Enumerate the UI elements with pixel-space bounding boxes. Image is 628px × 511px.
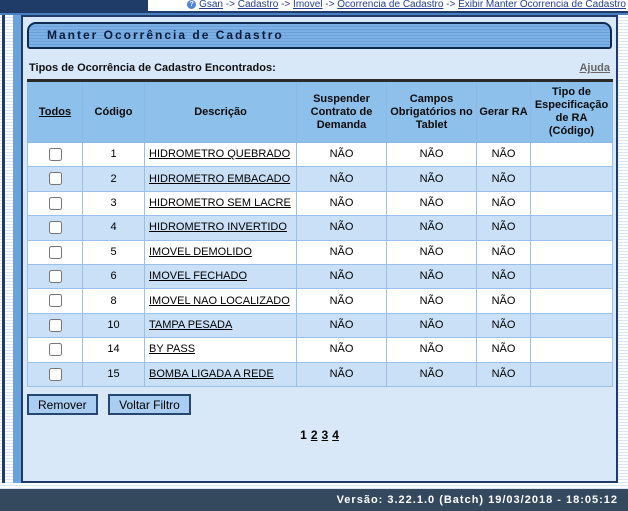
descricao-cell [145,265,297,289]
campos-cell: NÃO [387,143,477,167]
gerar-ra-cell: NÃO [477,216,531,240]
suspender-cell: NÃO [297,265,387,289]
campos-cell: NÃO [387,240,477,264]
checkbox-cell [28,362,83,386]
col-header-codigo: Código [83,81,145,143]
codigo-cell: 15 [83,362,145,386]
descricao-link[interactable]: HIDROMETRO EMBACADO [149,172,291,185]
tipo-especificacao-cell [531,362,613,386]
descricao-cell [145,362,297,386]
suspender-cell: NÃO [297,216,387,240]
left-blue-bar [13,15,21,483]
breadcrumb-path: Gsan -> Cadastro -> Imovel -> Ocorrencia de Cadastro -> Exibir Manter Ocorrencia de Cadastro [199,0,626,10]
campos-cell: NÃO [387,362,477,386]
col-header-todos [28,81,83,143]
table-row [28,313,613,337]
col-header-campos: Campos Obrigatórios no Tablet [387,81,477,143]
tipo-especificacao-cell [531,313,613,337]
descricao-link[interactable]: TAMPA PESADA [149,319,233,332]
col-header-tipo-especificacao: Tipo de Especificação de RA (Código) [531,81,613,143]
table-row [28,216,613,240]
suspender-cell: NÃO [297,167,387,191]
help-link[interactable]: Ajuda [579,62,610,74]
codigo-cell: 14 [83,338,145,362]
pagination-page-link[interactable]: 2 [310,428,318,443]
suspender-cell: NÃO [297,143,387,167]
gerar-ra-cell: NÃO [477,143,531,167]
row-checkbox[interactable] [49,294,62,307]
left-border-line [2,15,5,483]
descricao-cell [145,216,297,240]
checkbox-cell [28,265,83,289]
results-label: Tipos de Ocorrência de Cadastro Encontrados: [29,62,276,74]
tipo-especificacao-cell [531,265,613,289]
pagination [23,428,616,442]
voltar-filtro-button[interactable]: Voltar Filtro [108,394,191,415]
table-row [28,191,613,215]
tipo-especificacao-cell [531,338,613,362]
descricao-link[interactable]: IMOVEL DEMOLIDO [149,245,252,258]
descricao-link[interactable]: BOMBA LIGADA A REDE [149,367,274,380]
pagination-current-page: 1 [300,428,307,443]
codigo-cell: 2 [83,167,145,191]
breadcrumb-link[interactable]: Ocorrencia de Cadastro [337,0,444,10]
codigo-cell: 3 [83,191,145,215]
row-checkbox[interactable] [49,172,62,185]
descricao-link[interactable]: HIDROMETRO QUEBRADO [149,148,291,161]
row-checkbox[interactable] [49,148,62,161]
descricao-cell [145,289,297,313]
top-strip-navy-block [0,0,148,11]
campos-cell: NÃO [387,265,477,289]
checkbox-cell [28,167,83,191]
codigo-cell: 5 [83,240,145,264]
pagination-page-link[interactable]: 4 [332,428,339,443]
main-panel [21,15,618,483]
table-header-row [28,81,613,143]
suspender-cell: NÃO [297,313,387,337]
top-strip [0,0,628,11]
campos-cell: NÃO [387,289,477,313]
descricao-cell [145,313,297,337]
campos-cell: NÃO [387,313,477,337]
suspender-cell: NÃO [297,191,387,215]
col-header-descricao: Descrição [145,81,297,143]
checkbox-cell [28,313,83,337]
tipo-especificacao-cell [531,289,613,313]
results-table [27,79,613,387]
pagination-page-link[interactable]: 3 [321,428,329,443]
table-row [28,362,613,386]
breadcrumb-link[interactable]: Exibir Manter Ocorrencia de Cadastro [458,0,626,10]
codigo-cell: 10 [83,313,145,337]
tipo-especificacao-cell [531,240,613,264]
gerar-ra-cell: NÃO [477,313,531,337]
row-checkbox[interactable] [49,319,62,332]
codigo-cell: 1 [83,143,145,167]
checkbox-cell [28,240,83,264]
gerar-ra-cell: NÃO [477,289,531,313]
tipo-especificacao-cell [531,191,613,215]
tipo-especificacao-cell [531,167,613,191]
suspender-cell: NÃO [297,289,387,313]
footer-version-bar [0,489,628,511]
breadcrumb-link[interactable]: Cadastro [237,0,279,10]
row-checkbox[interactable] [49,221,62,234]
table-row [28,265,613,289]
select-all-link[interactable]: Todos [38,105,72,118]
table-row [28,143,613,167]
suspender-cell: NÃO [297,240,387,264]
version-text: Versão: 3.22.1.0 (Batch) 19/03/2018 - 18:05:12 [336,494,618,506]
gerar-ra-cell: NÃO [477,362,531,386]
descricao-link[interactable]: BY PASS [149,343,196,356]
checkbox-cell [28,191,83,215]
help-icon[interactable]: ? [187,0,196,9]
codigo-cell: 4 [83,216,145,240]
codigo-cell: 8 [83,289,145,313]
breadcrumb-link[interactable]: Gsan [199,0,223,10]
descricao-cell [145,143,297,167]
table-row [28,289,613,313]
breadcrumb-link[interactable]: Imovel [293,0,323,10]
campos-cell: NÃO [387,167,477,191]
tipo-especificacao-cell [531,143,613,167]
suspender-cell: NÃO [297,362,387,386]
row-checkbox[interactable] [49,197,62,210]
checkbox-cell [28,289,83,313]
remover-button[interactable]: Remover [27,394,98,415]
col-header-suspender: Suspender Contrato de Demanda [297,81,387,143]
checkbox-cell [28,216,83,240]
row-checkbox[interactable] [49,246,62,259]
checkbox-cell [28,143,83,167]
campos-cell: NÃO [387,216,477,240]
gerar-ra-cell: NÃO [477,338,531,362]
descricao-cell [145,240,297,264]
campos-cell: NÃO [387,338,477,362]
gerar-ra-cell: NÃO [477,265,531,289]
table-row [28,167,613,191]
gerar-ra-cell: NÃO [477,191,531,215]
codigo-cell: 6 [83,265,145,289]
row-checkbox[interactable] [49,270,62,283]
gerar-ra-cell: NÃO [477,167,531,191]
descricao-link[interactable]: HIDROMETRO SEM LACRE [149,197,291,210]
checkbox-cell [28,338,83,362]
page-title: Manter Ocorrência de Cadastro [27,22,612,49]
descricao-link[interactable]: IMOVEL NAO LOCALIZADO [149,294,290,307]
row-checkbox[interactable] [49,343,62,356]
descricao-cell [145,191,297,215]
descricao-cell [145,167,297,191]
table-row [28,338,613,362]
campos-cell: NÃO [387,191,477,215]
row-checkbox[interactable] [49,368,62,381]
suspender-cell: NÃO [297,338,387,362]
col-header-gerar-ra: Gerar RA [477,81,531,143]
breadcrumb [187,0,626,11]
tipo-especificacao-cell [531,216,613,240]
table-body [28,143,613,387]
descricao-link[interactable]: IMOVEL FECHADO [149,270,247,283]
descricao-cell [145,338,297,362]
descricao-link[interactable]: HIDROMETRO INVERTIDO [149,221,287,234]
gerar-ra-cell: NÃO [477,240,531,264]
table-row [28,240,613,264]
